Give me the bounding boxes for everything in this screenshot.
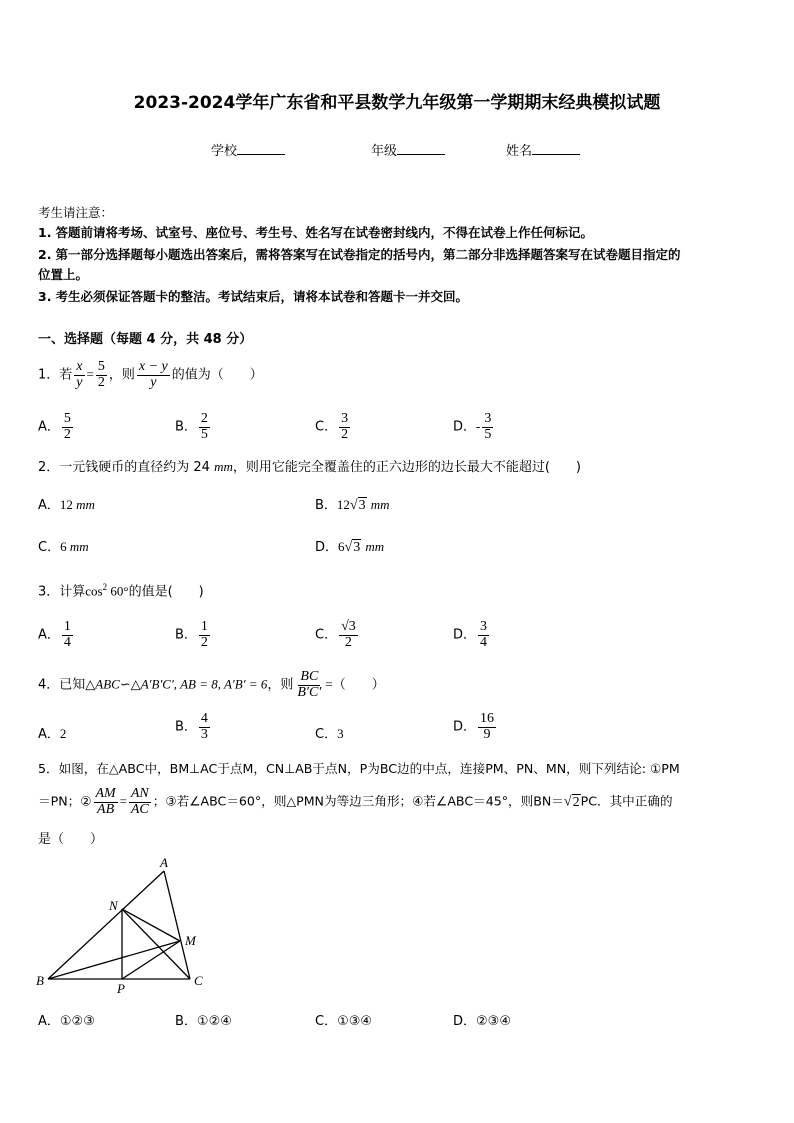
grade-field[interactable] bbox=[371, 140, 445, 159]
point-p-label: P bbox=[117, 981, 125, 995]
point-b-label: B bbox=[36, 973, 44, 988]
segment-cn bbox=[122, 909, 190, 979]
question-1: 1．若 $\frac{x}{y}$ = $\frac{5}{2}$ ，则 $\frac{x - y}{y}$ 的值为（ ） bbox=[38, 359, 263, 390]
question-5-line2: ＝PN；② $\frac{AM}{AB}$ = $\frac{AN}{AC}$ ；③若∠ABC＝60°，则△PMN为等边三角形；④若∠ABC＝45°，则BN＝√2PC．其中正确的 bbox=[38, 786, 673, 817]
question-2: 2．一元钱硬币的直径约为 24 mm，则用它能完全覆盖住的正六边形的边长最大不能超过( ) bbox=[38, 459, 582, 475]
q4-option-d[interactable]: D． $\frac{16}{9}$ bbox=[453, 711, 495, 742]
name-field[interactable] bbox=[506, 140, 580, 159]
school-field[interactable] bbox=[211, 140, 285, 159]
notice-item-3: 3. 考生必须保证答题卡的整洁。考试结束后，请将本试卷和答题卡一并交回。 bbox=[38, 289, 468, 304]
q4-option-a[interactable]: A．2 bbox=[38, 726, 67, 742]
q3-option-c[interactable]: C． $\frac{√3}{2}$ bbox=[315, 619, 356, 650]
notice-item-1: 1. 答题前请将考场、试室号、座位号、考生号、姓名写在试卷密封线内，不得在试卷上作任何标记。 bbox=[38, 225, 593, 240]
question-5-line3: 是（ ） bbox=[38, 832, 104, 847]
q2-option-a[interactable]: A．12 mm bbox=[38, 497, 95, 513]
q1-option-b[interactable]: B． $\frac{2}{5}$ bbox=[175, 411, 208, 442]
section-heading: 一、选择题（每题 4 分，共 48 分） bbox=[38, 332, 253, 347]
notice-heading: 考生请注意： bbox=[38, 205, 114, 220]
point-m-label: M bbox=[185, 933, 196, 948]
school-label: 学校 bbox=[211, 144, 238, 159]
notice-item-2-cont: 位置上。 bbox=[38, 267, 89, 282]
side-ac bbox=[164, 871, 190, 979]
q5-option-c[interactable]: C．①③④ bbox=[315, 1014, 373, 1029]
q2-option-d[interactable]: D．6√3 mm bbox=[315, 539, 385, 555]
grade-label: 年级 bbox=[371, 144, 398, 159]
name-label: 姓名 bbox=[506, 144, 533, 159]
q2-option-b[interactable]: B．12√3 mm bbox=[315, 497, 390, 513]
notice-item-2: 2. 第一部分选择题每小题选出答案后，需将答案写在试卷指定的括号内，第二部分非选择题答案写在试卷题目指定的 bbox=[38, 247, 681, 262]
point-a-label: A bbox=[160, 855, 168, 870]
page-title: 2023-2024学年广东省和平县数学九年级第一学期期末经典模拟试题 bbox=[133, 93, 661, 113]
q5-option-a[interactable]: A．①②③ bbox=[38, 1014, 95, 1029]
q5-option-d[interactable]: D．②③④ bbox=[453, 1014, 511, 1029]
q3-option-d[interactable]: D． $\frac{3}{4}$ bbox=[453, 619, 488, 650]
q3-option-a[interactable]: A． $\frac{1}{4}$ bbox=[38, 619, 71, 650]
q5-option-b[interactable]: B．①②④ bbox=[175, 1014, 232, 1029]
q3-option-b[interactable]: B． $\frac{1}{2}$ bbox=[175, 619, 208, 650]
segment-mn bbox=[122, 909, 180, 941]
question-5-line1: 5．如图，在△ABC中，BM⊥AC于点M，CN⊥AB于点N，P为BC边的中点，连接PM、PN、MN，则下列结论: ①PM bbox=[38, 761, 680, 776]
q4-option-c[interactable]: C．3 bbox=[315, 726, 344, 742]
point-c-label: C bbox=[194, 973, 203, 988]
point-n-label: N bbox=[109, 898, 118, 913]
q1-option-d[interactable]: D．- $\frac{3}{5}$ bbox=[453, 411, 492, 442]
question-3: 3．计算$\cos^2 60^\circ$的值是( ) bbox=[38, 582, 204, 600]
q1-option-a[interactable]: A． $\frac{5}{2}$ bbox=[38, 411, 71, 442]
q1-option-c[interactable]: C． $\frac{3}{2}$ bbox=[315, 411, 349, 442]
question-4: 4．已知△ABC∽△A′B′C′, AB = 8, A′B′ = 6，则 $\frac{BC}{B'C'}$ =（ ） bbox=[38, 669, 385, 700]
q4-option-b[interactable]: B． $\frac{4}{3}$ bbox=[175, 711, 208, 742]
triangle-diagram bbox=[30, 855, 220, 995]
q2-option-c[interactable]: C．6 mm bbox=[38, 539, 89, 555]
